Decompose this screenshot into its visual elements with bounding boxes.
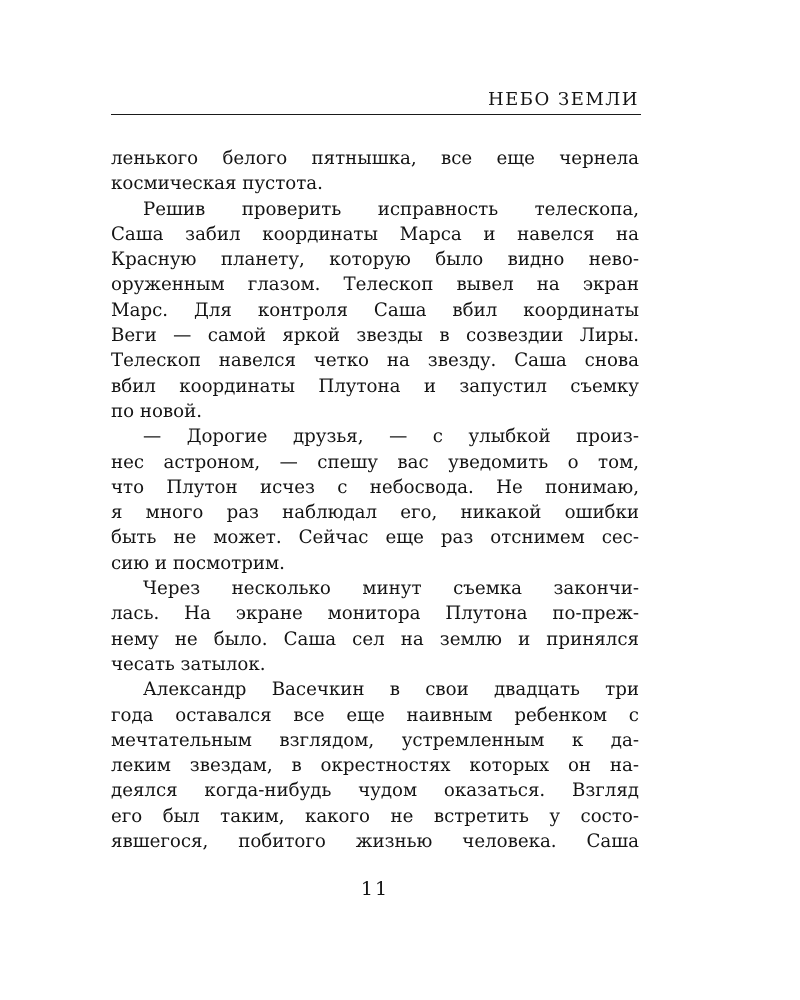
- text-line: Александр Васечкин в свои двадцать три: [143, 679, 639, 701]
- text-line: по новой.: [111, 400, 203, 422]
- text-line: я много раз наблюдал его, никакой ошибки: [111, 502, 639, 524]
- text-line: космическая пустота.: [111, 173, 323, 195]
- text-line: Через несколько минут съемка закончи-: [143, 578, 639, 600]
- text-line: Веги — самой яркой звезды в созвездии Лиры.: [111, 325, 639, 347]
- text-line: что Плутон исчез с небосвода. Не понимаю,: [111, 476, 639, 498]
- body-text: [111, 146, 639, 854]
- text-line: чесать затылок.: [111, 653, 266, 675]
- text-line: Телескоп навелся четко на звезду. Саша снова: [111, 350, 639, 372]
- text-line: ленького белого пятнышка, все еще чернела: [111, 148, 639, 169]
- text-line: — Дорогие друзья, — с улыбкой произ-: [143, 426, 639, 448]
- running-head-title: НЕБО ЗЕМЛИ: [487, 89, 639, 110]
- text-line: Марс. Для контроля Саша вбил координаты: [111, 299, 639, 321]
- text-line: вбил координаты Плутона и запустил съемку: [111, 375, 639, 397]
- text-line: нес астроном, — спешу вас уведомить о том,: [111, 451, 639, 473]
- text-line: Саша забил координаты Марса и навелся на: [111, 223, 639, 245]
- text-line: быть не может. Сейчас еще раз отснимем сес-: [111, 527, 639, 549]
- text-line: оруженным глазом. Телескоп вывел на экран: [111, 274, 639, 296]
- text-line: Решив проверить исправность телескопа,: [143, 198, 639, 220]
- text-line: леким звездам, в окрестностях которых он на-: [111, 755, 639, 777]
- text-line: Красную планету, которую было видно нево-: [111, 249, 639, 271]
- text-line: сию и посмотрим.: [111, 552, 285, 574]
- page-number: 11: [360, 878, 390, 900]
- text-line: мечтательным взглядом, устремленным к да-: [111, 729, 639, 751]
- text-line: лась. На экране монитора Плутона по-преж-: [111, 603, 639, 625]
- text-line: его был таким, какого не встретить у состо-: [111, 805, 639, 827]
- text-line: деялся когда-нибудь чудом оказаться. Взгляд: [111, 780, 639, 802]
- text-line: явшегося, побитого жизнью человека. Саша: [111, 831, 639, 853]
- header-rule: [111, 114, 641, 115]
- text-line: нему не было. Саша сел на землю и принялся: [111, 628, 639, 650]
- text-line: года оставался все еще наивным ребенком с: [111, 704, 639, 726]
